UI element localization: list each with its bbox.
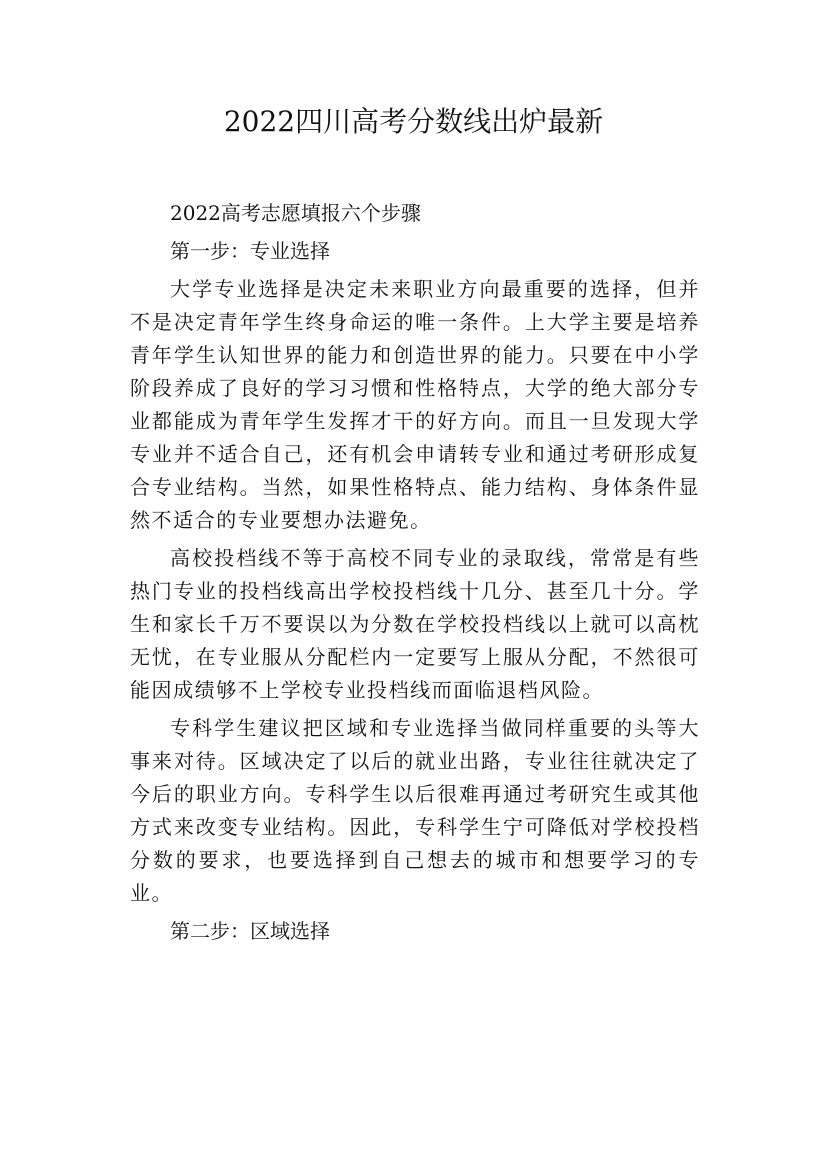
paragraph: 专科学生建议把区域和专业选择当做同样重要的头等大事来对待。区域决定了以后的就业出路，专业往往就决定了今后的职业方向。专科学生以后很难再通过考研究生或其他方式来改变专业结构。因此，专科学生宁可降低对学校投档分数的要求，也要选择到自己想去的城市和想要学习的专业。 [130,716,700,905]
paragraph: 高校投档线不等于高校不同专业的录取线，常常是有些热门专业的投档线高出学校投档线十几分、甚至几十分。学生和家长千万不要误以为分数在学校投档线以上就可以高枕无忧，在专业服从分配栏内一定要写上服从分配，不然很可能因成绩够不上学校专业投档线而面临退档风险。 [130,546,700,702]
step-heading: 第二步：区域选择 [170,919,330,943]
section-heading: 2022高考志愿填报六个步骤 [170,201,421,225]
document-title: 2022四川高考分数线出炉最新 [223,105,604,138]
step-heading: 第一步：专业选择 [170,239,330,263]
document-body [130,197,700,948]
paragraph: 大学专业选择是决定未来职业方向最重要的选择，但并不是决定青年学生终身命运的唯一条件。上大学主要是培养青年学生认知世界的能力和创造世界的能力。只要在中小学阶段养成了良好的学习习惯和性格特点，大学的绝大部分专业都能成为青年学生发挥才干的好方向。而且一旦发现大学专业并不适合自己，还有机会申请转专业和通过考研形成复合专业结构。当然，如果性格特点、能力结构、身体条件显然不适合的专业要想办法避免。 [130,277,700,532]
